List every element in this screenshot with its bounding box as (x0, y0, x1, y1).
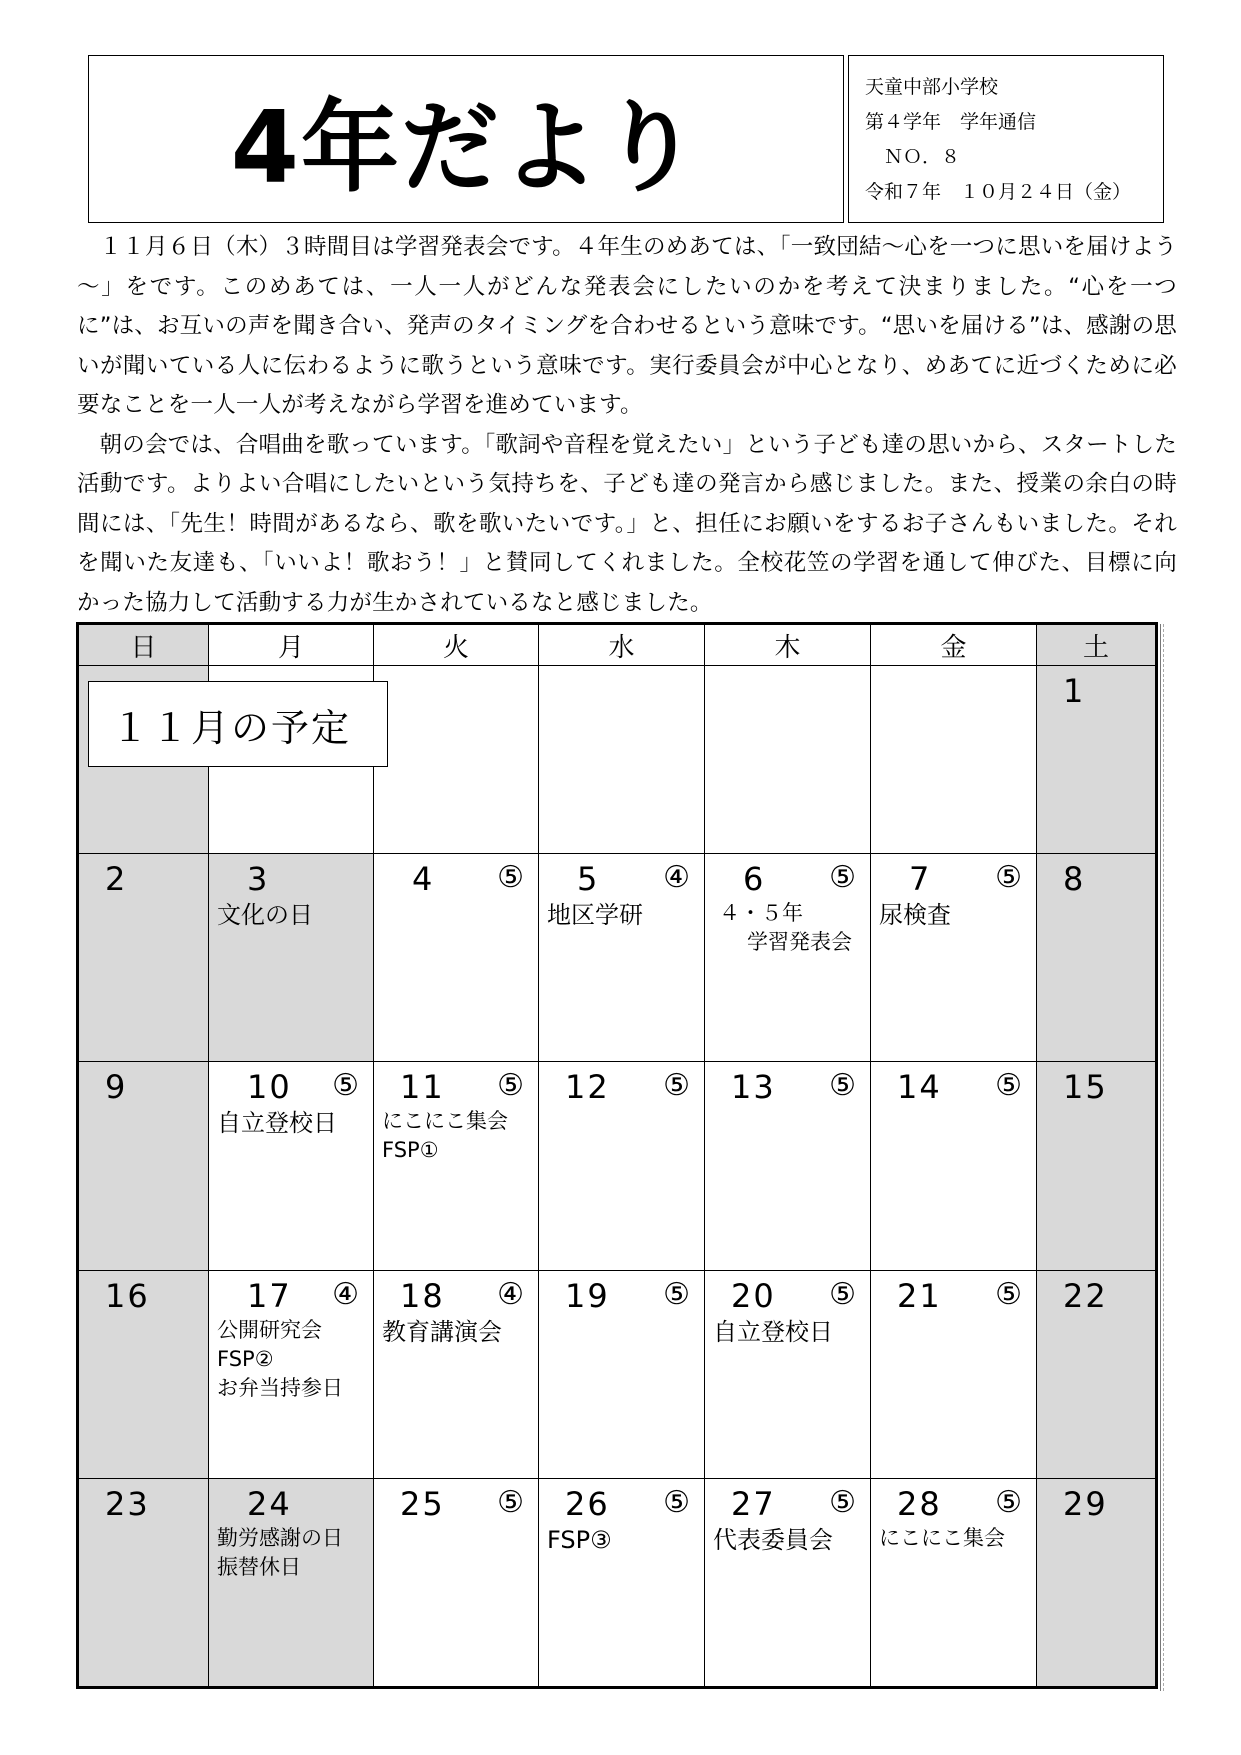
calendar-event: 勤労感謝の日 (217, 1525, 343, 1550)
calendar-event: 代表委員会 (713, 1525, 833, 1554)
class-periods-badge: ⑤ (663, 1276, 690, 1312)
paragraph-2: 朝の会では、合唱曲を歌っています。「歌詞や音程を覚えたい」という子ども達の思いから、スタートした活動です。よりよい合唱にしたいという気持ちを、子ども達の発言から感じました。また、授業の余白の時間には、「先生！時間があるなら、歌を歌いたいです。」と、担任にお願いをするお子さんもいました。それを聞いた友達も、「いいよ！歌おう！」と賛同してくれました。全校花笠の学習を通して伸びた、目標に向かった協力して活動する力が生かされているなと感じました。 (77, 431, 1177, 616)
calendar-day-cell (539, 854, 705, 1062)
paragraph-1: １１月６日（木）３時間目は学習発表会です。４年生のめあては、「一致団結～心を一つに思いを届けよう～」をです。このめあては、一人一人がどんな発表会にしたいのかを考えて決まりました。“心を一つに”は、お互いの声を聞き合い、発声のタイミングを合わせるという意味です。“思いを届ける”は、感謝の思いが聞いている人に伝わるように歌うという意味です。実行委員会が中心となり、めあてに近づくために必要なことを一人一人が考えながら学習を進めています。 (77, 234, 1177, 418)
class-periods-badge: ⑤ (829, 1276, 856, 1312)
date-line (1037, 1483, 1155, 1523)
calendar-day-cell (1037, 1478, 1156, 1686)
day-number: 2 (105, 860, 128, 899)
date-line (79, 858, 208, 898)
date-line (705, 1066, 870, 1106)
day-number: 12 (565, 1068, 610, 1107)
weekday-tue: 火 (374, 625, 539, 666)
weekday-fri: 金 (871, 625, 1037, 666)
calendar-week-row (79, 854, 1156, 1062)
class-periods-badge: ④ (663, 860, 690, 896)
calendar-frame-edge (1160, 624, 1164, 1691)
class-periods-badge: ⑤ (497, 860, 524, 896)
calendar-week-row (79, 1062, 1156, 1270)
day-number: 1 (1063, 672, 1086, 710)
class-periods-badge: ⑤ (663, 1484, 690, 1520)
page-title: 4年だより (230, 89, 702, 206)
calendar-day-cell (209, 1062, 374, 1270)
day-number: 11 (400, 1068, 445, 1107)
calendar-day-cell (79, 1062, 209, 1270)
day-number: 25 (400, 1484, 445, 1523)
weekday-wed: 水 (539, 625, 705, 666)
date-line (705, 858, 870, 898)
day-number: 13 (731, 1068, 776, 1107)
date-line (539, 858, 704, 898)
calendar-day-cell (1037, 854, 1156, 1062)
calendar-day-cell (871, 854, 1037, 1062)
day-number: 9 (105, 1068, 128, 1107)
class-periods-badge: ⑤ (829, 1484, 856, 1520)
date-line (374, 1066, 538, 1106)
day-number: 22 (1063, 1276, 1108, 1315)
calendar-event: 公開研究会 (217, 1317, 322, 1342)
weekday-thu: 木 (705, 625, 871, 666)
day-number: 20 (731, 1276, 776, 1315)
day-number: 26 (565, 1484, 610, 1523)
calendar-event: 文化の日 (217, 901, 313, 930)
calendar-event: 振替休日 (217, 1554, 301, 1579)
calendar-event: 尿検査 (879, 901, 951, 930)
date-line (705, 670, 870, 710)
calendar-day-cell (539, 1270, 705, 1478)
calendar-event: FSP③ (547, 1525, 612, 1554)
issue-info-box (848, 55, 1164, 223)
calendar-day-cell (79, 1478, 209, 1686)
calendar-event: FSP② (217, 1346, 274, 1371)
day-number: 5 (577, 860, 600, 899)
class-periods-badge: ⑤ (829, 860, 856, 896)
calendar-day-cell (539, 1478, 705, 1686)
date-line (705, 1275, 870, 1315)
calendar-day-cell (209, 1270, 374, 1478)
date-line (871, 1483, 1036, 1523)
calendar-week-row (79, 1270, 1156, 1478)
calendar-day-cell (374, 1062, 539, 1270)
calendar (76, 622, 1158, 1689)
calendar-event: 教育講演会 (382, 1317, 502, 1346)
class-periods-badge: ⑤ (332, 1068, 359, 1104)
calendar-day-cell (539, 1062, 705, 1270)
calendar-day-cell (1037, 1062, 1156, 1270)
month-label: １１月の予定 (88, 681, 388, 767)
weekday-header-row (79, 625, 1156, 666)
calendar-event: FSP① (382, 1138, 439, 1163)
date-line (374, 1483, 538, 1523)
weekday-mon: 月 (209, 625, 374, 666)
day-number: 23 (105, 1484, 150, 1523)
day-number: 15 (1063, 1068, 1108, 1107)
school-name: 天童中部小学校 (865, 76, 999, 98)
date-line (539, 1275, 704, 1315)
issue-number: ＮＯ．８ (865, 146, 961, 168)
day-number: 21 (897, 1276, 942, 1315)
calendar-day-cell (705, 1270, 871, 1478)
calendar-table (78, 624, 1156, 1687)
date-line (1037, 1066, 1155, 1106)
day-number: 17 (247, 1276, 292, 1315)
calendar-day-cell (871, 1270, 1037, 1478)
calendar-day-cell (1037, 1270, 1156, 1478)
calendar-day-cell (705, 1478, 871, 1686)
class-periods-badge: ④ (497, 1276, 524, 1312)
calendar-day-cell (209, 1478, 374, 1686)
day-number: 28 (897, 1484, 942, 1523)
calendar-day-cell (705, 666, 871, 854)
calendar-day-cell (871, 1062, 1037, 1270)
intro-text (77, 228, 1177, 623)
calendar-day-cell (79, 854, 209, 1062)
calendar-event: にこにこ集会 (382, 1109, 508, 1134)
calendar-event: 地区学研 (547, 901, 643, 930)
calendar-day-cell (374, 854, 539, 1062)
weekday-sat: 土 (1037, 625, 1156, 666)
day-number: 3 (247, 860, 270, 899)
calendar-day-cell (209, 854, 374, 1062)
date-line (871, 858, 1036, 898)
class-periods-badge: ⑤ (663, 1068, 690, 1104)
date-line (1037, 1275, 1155, 1315)
day-number: 18 (400, 1276, 445, 1315)
date-line (374, 1275, 538, 1315)
day-number: 10 (247, 1068, 292, 1107)
date-line (79, 1483, 208, 1523)
calendar-event: 自立登校日 (713, 1317, 833, 1346)
date-line (871, 1066, 1036, 1106)
class-periods-badge: ⑤ (995, 1068, 1022, 1104)
calendar-event: お弁当持参日 (217, 1375, 343, 1400)
class-periods-badge: ⑤ (497, 1068, 524, 1104)
calendar-day-cell (871, 666, 1037, 854)
calendar-day-cell (705, 854, 871, 1062)
day-number: 6 (743, 860, 766, 899)
day-number: 24 (247, 1484, 292, 1523)
date-line (1037, 670, 1155, 710)
calendar-event: 自立登校日 (217, 1109, 337, 1138)
day-number: 14 (897, 1068, 942, 1107)
calendar-day-cell (374, 1270, 539, 1478)
date-line (374, 858, 538, 898)
calendar-day-cell (79, 1270, 209, 1478)
day-number: 19 (565, 1276, 610, 1315)
date-line (209, 1066, 373, 1106)
calendar-day-cell (374, 1478, 539, 1686)
date-line (871, 1275, 1036, 1315)
date-line (539, 670, 704, 710)
calendar-week-row (79, 1478, 1156, 1686)
day-number: 7 (909, 860, 932, 899)
date-line (1037, 858, 1155, 898)
date-line (871, 670, 1036, 710)
calendar-event: ４・５年 (719, 901, 803, 926)
class-periods-badge: ⑤ (995, 1276, 1022, 1312)
day-number: 16 (105, 1276, 150, 1315)
calendar-day-cell (539, 666, 705, 854)
class-periods-badge: ⑤ (995, 1484, 1022, 1520)
class-periods-badge: ⑤ (497, 1484, 524, 1520)
class-periods-badge: ⑤ (995, 860, 1022, 896)
date-line (79, 1275, 208, 1315)
class-periods-badge: ④ (332, 1276, 359, 1312)
issue-date: 令和７年 １０月２４日（金） (865, 181, 1132, 203)
day-number: 4 (412, 860, 435, 899)
date-line (79, 1066, 208, 1106)
calendar-event: にこにこ集会 (879, 1525, 1005, 1550)
calendar-event: 学習発表会 (747, 930, 852, 955)
date-line (539, 1066, 704, 1106)
day-number: 27 (731, 1484, 776, 1523)
grade-line: 第４学年 学年通信 (865, 111, 1037, 133)
date-line (374, 670, 538, 710)
calendar-day-cell (705, 1062, 871, 1270)
date-line (539, 1483, 704, 1523)
class-periods-badge: ⑤ (829, 1068, 856, 1104)
day-number: 8 (1063, 860, 1086, 899)
day-number: 29 (1063, 1484, 1108, 1523)
calendar-day-cell (374, 666, 539, 854)
date-line (705, 1483, 870, 1523)
date-line (209, 1483, 373, 1523)
calendar-day-cell (871, 1478, 1037, 1686)
date-line (209, 1275, 373, 1315)
weekday-sun: 日 (79, 625, 209, 666)
calendar-day-cell (1037, 666, 1156, 854)
date-line (209, 858, 373, 898)
title-box (88, 55, 844, 223)
